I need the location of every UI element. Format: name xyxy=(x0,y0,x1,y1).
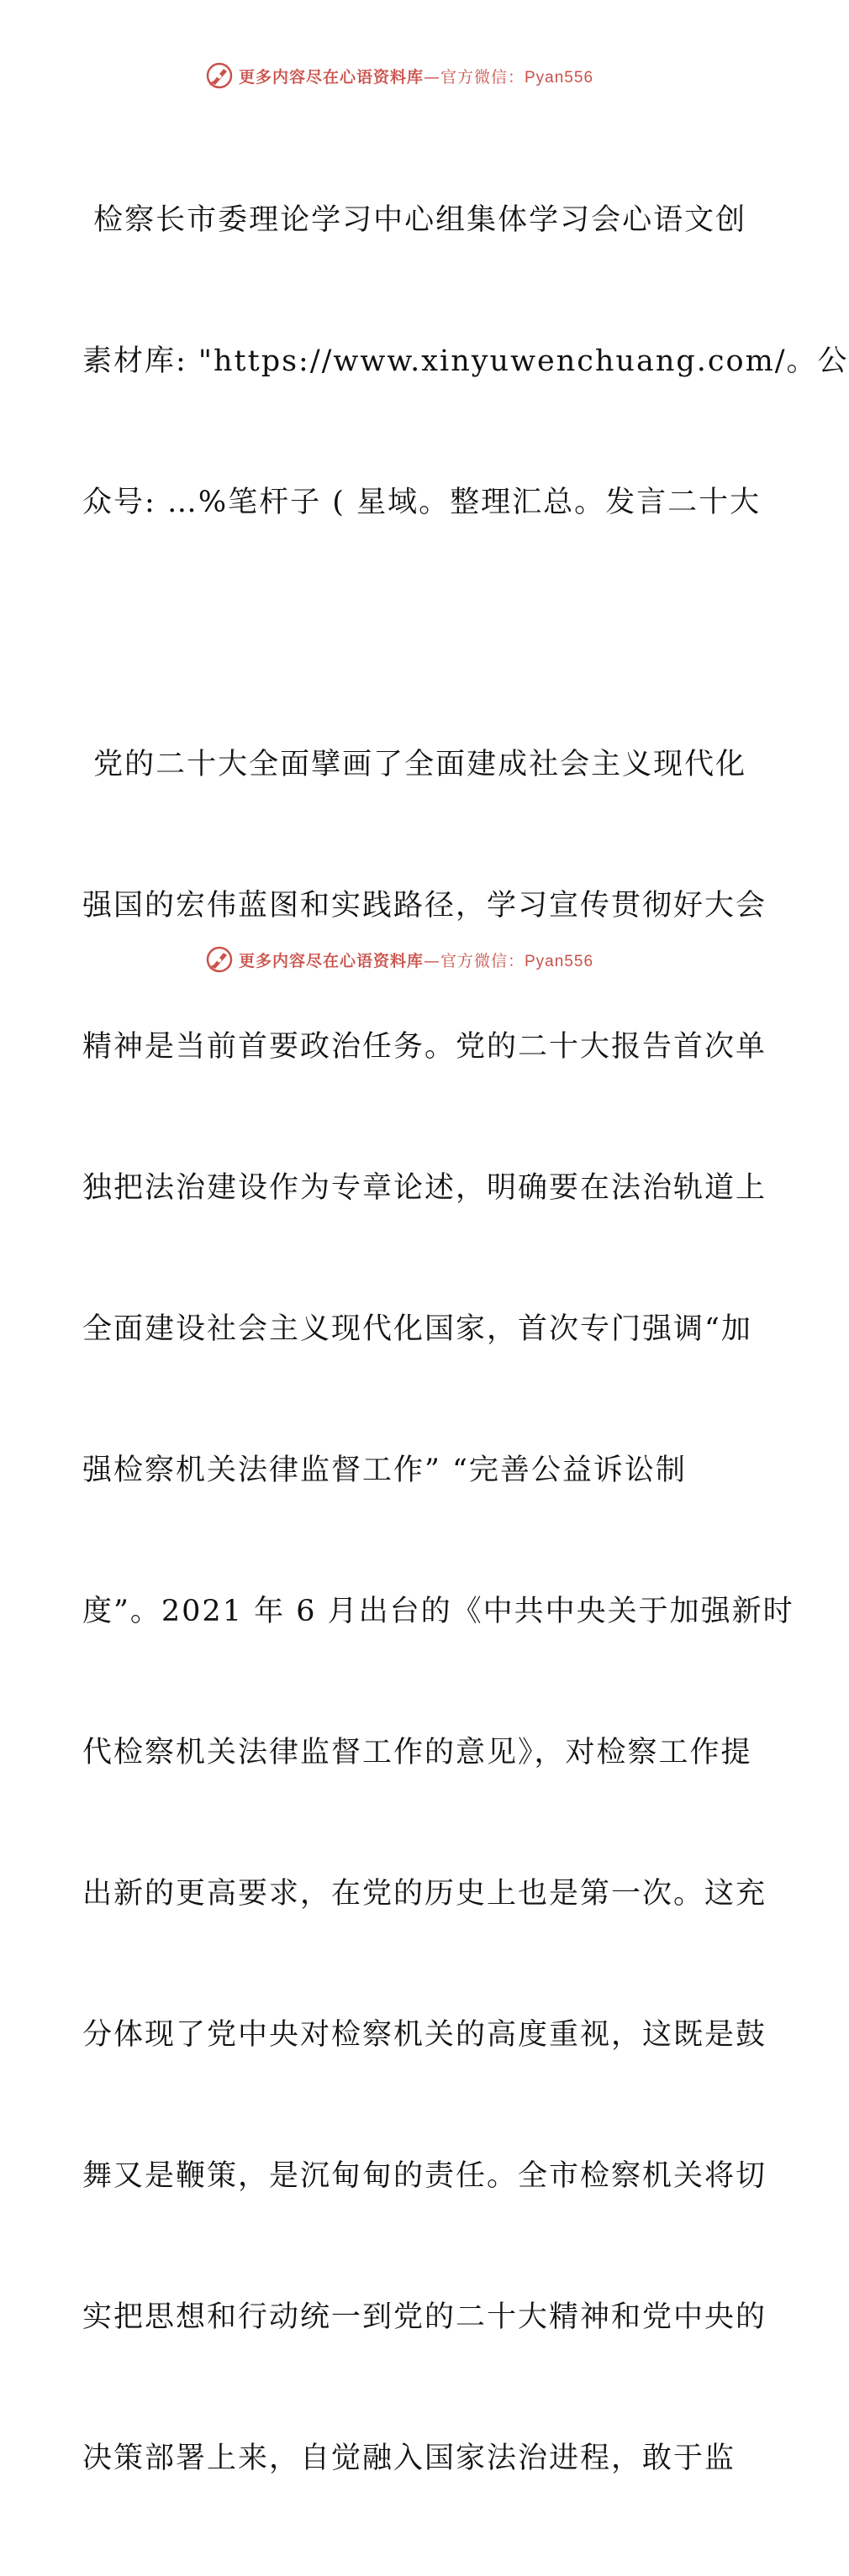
banner-wechat-id: Pyan556 xyxy=(525,68,594,87)
paragraph-line: 代检察机关法律监督工作的意见》，对检察工作提 xyxy=(82,1736,752,1769)
title-line: 众号: …%笔杆子 ( 星域。整理汇总。发言二十大 xyxy=(82,486,762,519)
banner-wechat-label: 官方微信： xyxy=(440,67,525,87)
paragraph-line: 度”。2021 年 6 月出台的《中共中央关于加强新时 xyxy=(82,1595,794,1628)
banner-text xyxy=(239,949,593,971)
title-line: 素材库: "https://www.xinyuwenchuang.com/。公 xyxy=(82,344,849,378)
banner-separator: — xyxy=(423,951,440,970)
paragraph-line: 精神是当前首要政治任务。党的二十大报告首次单 xyxy=(82,1030,767,1064)
document-paragraph xyxy=(82,647,794,2576)
document-body xyxy=(82,103,849,2576)
pen-logo-icon xyxy=(205,61,234,90)
paragraph-line: 舞又是鞭策，是沉甸甸的责任。全市检察机关将切 xyxy=(82,2159,767,2193)
paragraph-line: 党的二十大全面擘画了全面建成社会主义现代化 xyxy=(82,748,747,781)
paragraph-line: 强国的宏伟蓝图和实践路径，学习宣传贯彻好大会 xyxy=(82,889,767,923)
banner-text xyxy=(239,65,593,87)
pen-logo-icon xyxy=(205,945,234,974)
header-banner xyxy=(0,60,799,91)
paragraph-line: 分体现了党中央对检察机关的高度重视，这既是鼓 xyxy=(82,2018,767,2052)
paragraph-line: 全面建设社会主义现代化国家，首次专门强调“加 xyxy=(82,1312,752,1346)
footer-banner xyxy=(0,944,799,975)
paragraph-line: 出新的更高要求，在党的历史上也是第一次。这充 xyxy=(82,1877,767,1911)
banner-wechat-label: 官方微信： xyxy=(440,951,525,970)
paragraph-line: 强检察机关法律监督工作” “完善公益诉讼制 xyxy=(82,1454,687,1487)
paragraph-line: 独把法治建设作为专章论述，明确要在法治轨道上 xyxy=(82,1171,767,1205)
banner-wechat-id: Pyan556 xyxy=(525,952,594,970)
document-title xyxy=(82,103,849,620)
banner-site-name: 更多内容尽在心语资料库 xyxy=(238,951,424,970)
banner-separator: — xyxy=(423,67,440,87)
banner-site-name: 更多内容尽在心语资料库 xyxy=(238,67,424,87)
paragraph-line: 实把思想和行动统一到党的二十大精神和党中央的 xyxy=(82,2300,767,2334)
paragraph-line: 决策部署上来，自觉融入国家法治进程，敢于监 xyxy=(82,2442,736,2475)
title-line: 检察长市委理论学习中心组集体学习会心语文创 xyxy=(82,203,747,237)
